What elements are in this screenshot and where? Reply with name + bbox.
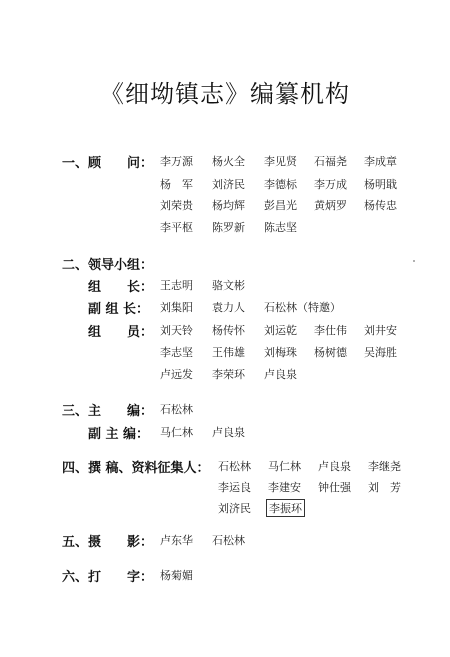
advisor-name: 李万源 — [160, 155, 193, 168]
section-typing-label: 六、打 字： — [62, 570, 154, 585]
advisor-name: 杨火全 — [212, 155, 245, 168]
scan-speck — [413, 260, 415, 262]
section-photo-label: 五、摄 影： — [62, 535, 154, 550]
deputy-leader-label: 副 组 长： — [88, 302, 150, 317]
member-name: 刘井安 — [364, 324, 397, 337]
advisor-name: 陈志坚 — [264, 221, 297, 234]
advisor-name: 黄炳罗 — [314, 199, 347, 212]
writer-name-boxed: 李振环 — [266, 499, 305, 517]
deputy-leader-name: 袁力人 — [212, 301, 245, 314]
page-title: 《细坳镇志》编纂机构 — [100, 80, 350, 108]
section-leadership-label: 二、领导小组： — [62, 258, 154, 273]
member-name: 李志坚 — [160, 346, 193, 359]
member-label: 组 员： — [88, 325, 154, 340]
member-name: 吴海胜 — [364, 346, 397, 359]
advisor-name: 刘济民 — [212, 178, 245, 191]
advisor-name: 李万成 — [314, 178, 347, 191]
chief-editor-name: 石松林 — [160, 403, 193, 416]
section-writers-label: 四、撰 稿、资料征集人： — [62, 461, 210, 476]
leader-name: 骆文彬 — [212, 279, 245, 292]
advisor-name: 李德标 — [264, 178, 297, 191]
writer-name: 刘济民 — [218, 502, 251, 515]
typist-name: 杨菊媚 — [160, 569, 193, 582]
deputy-editor-name: 马仁林 — [160, 426, 193, 439]
leader-label: 组 长： — [88, 280, 154, 295]
writer-name: 刘 芳 — [368, 481, 401, 494]
advisor-name: 李见贤 — [264, 155, 297, 168]
member-name: 王伟雄 — [212, 346, 245, 359]
member-name: 刘运乾 — [264, 324, 297, 337]
advisor-name: 杨 军 — [160, 178, 193, 191]
writer-name: 李继尧 — [368, 460, 401, 473]
deputy-leader-name: 刘集阳 — [160, 301, 193, 314]
writer-name: 李运良 — [218, 481, 251, 494]
advisor-name: 刘荣贵 — [160, 199, 193, 212]
deputy-leader-name: 石松林（特邀） — [264, 301, 341, 314]
member-name: 卢远发 — [160, 368, 193, 381]
advisor-name: 彭昌光 — [264, 199, 297, 212]
advisor-name: 李成章 — [364, 155, 397, 168]
member-name: 杨传怀 — [212, 324, 245, 337]
section-editors-label: 三、主 编： — [62, 404, 154, 419]
writer-name: 李建安 — [268, 481, 301, 494]
photographer-name: 卢东华 — [160, 534, 193, 547]
member-name: 卢良泉 — [264, 368, 297, 381]
advisor-name: 杨均辉 — [212, 199, 245, 212]
deputy-editor-label: 副 主 编： — [88, 427, 150, 442]
photographer-name: 石松林 — [212, 534, 245, 547]
section-advisors-label: 一、顾 问： — [62, 156, 154, 171]
member-name: 李荣环 — [212, 368, 245, 381]
advisor-name: 陈罗新 — [212, 221, 245, 234]
member-name: 刘天铃 — [160, 324, 193, 337]
advisor-name: 杨明戢 — [364, 178, 397, 191]
advisor-name: 杨传忠 — [364, 199, 397, 212]
writer-name: 卢良泉 — [318, 460, 351, 473]
deputy-editor-name: 卢良泉 — [212, 426, 245, 439]
writer-name: 马仁林 — [268, 460, 301, 473]
member-name: 杨树德 — [314, 346, 347, 359]
advisor-name: 石福尧 — [314, 155, 347, 168]
leader-name: 王志明 — [160, 279, 193, 292]
writer-name: 钟仕强 — [318, 481, 351, 494]
writer-name: 石松林 — [218, 460, 251, 473]
advisor-name: 李平枢 — [160, 221, 193, 234]
member-name: 刘梅珠 — [264, 346, 297, 359]
member-name: 李仕伟 — [314, 324, 347, 337]
